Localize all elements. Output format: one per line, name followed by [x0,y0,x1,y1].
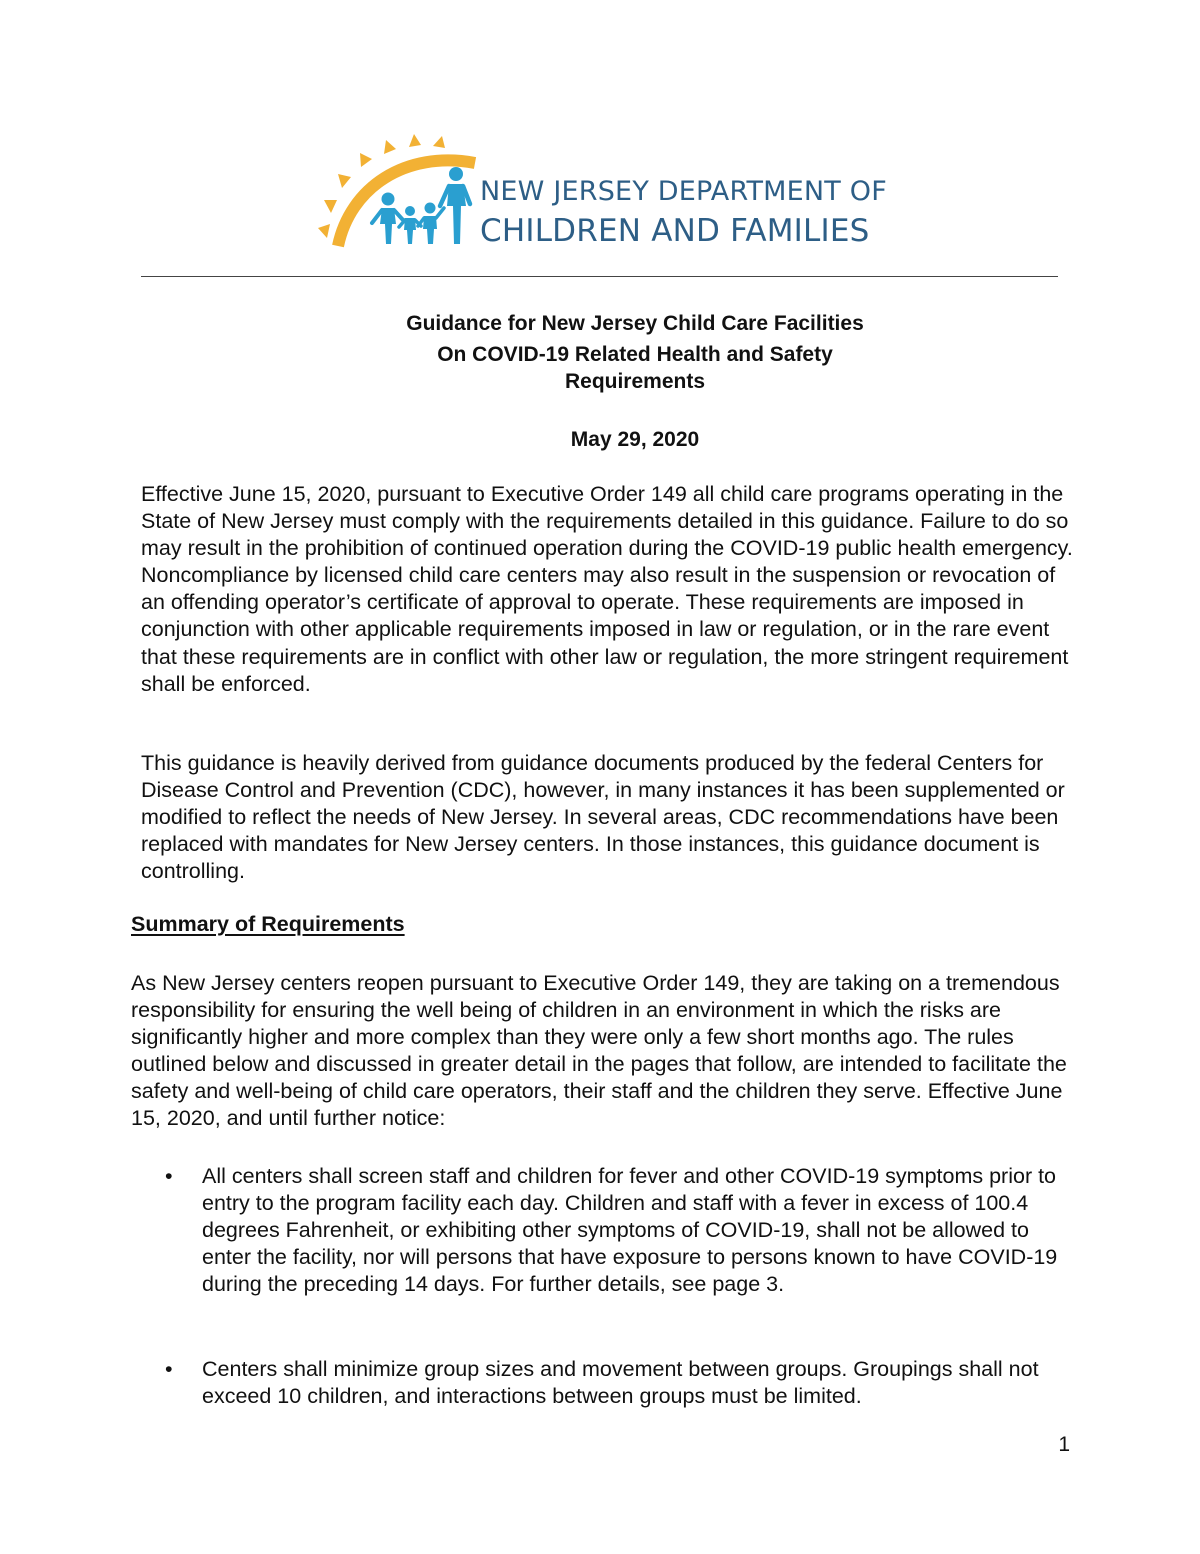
bullet-icon: • [165,1164,173,1188]
org-name-line-1: NEW JERSEY DEPARTMENT OF [480,176,887,207]
intro-paragraph-1: Effective June 15, 2020, pursuant to Executive Order 149 all child care programs operating in the State of New Jersey must comply with the requirements detailed in this guidance. Failure to do so may result in the prohibition of continued operation during the COVID-19 public health emergency. Noncompliance by licensed child care centers may also result in the suspension or revocation of an offending operator’s certificate of approval to operate. These requirements are imposed in conjunction with other applicable requirements imposed in law or regulation, or in the rare event that these requirements are in conflict with other law or regulation, the more stringent requirement shall be enforced. [141,482,1073,696]
page-number: 1 [1058,1433,1070,1456]
document-title-line-1: Guidance for New Jersey Child Care Facilities [406,312,864,335]
document-title-line-2: On COVID-19 Related Health and Safety [437,343,833,366]
summary-heading: Summary of Requirements [131,912,405,936]
org-name-line-2: CHILDREN AND FAMILIES [480,213,870,249]
list-item-text: All centers shall screen staff and children for fever and other COVID-19 symptoms prior to entry to the program facility each day. Children and staff with a fever in excess of 100.4 degrees Fahrenheit, or exhibiting other symptoms of COVID-19, shall not be allowed to enter the facility, nor will persons that have exposure to persons known to have COVID-19 during the preceding 14 days. For further details, see page 3. [202,1164,1058,1297]
intro-paragraph-2: This guidance is heavily derived from guidance documents produced by the federal Centers for Disease Control and Prevention (CDC), however, in many instances it has been supplemented or modified to reflect the needs of New Jersey. In several areas, CDC recommendations have been replaced with mandates for New Jersey centers. In those instances, this guidance document is controlling. [141,751,1065,884]
header-divider [141,276,1058,277]
list-item-text: Centers shall minimize group sizes and movement between groups. Groupings shall not exceed 10 children, and interactions between groups must be limited. [202,1357,1039,1409]
document-date: May 29, 2020 [570,428,700,451]
sun-and-family-logo-icon [310,128,480,253]
document-title-line-3: Requirements [564,370,706,393]
bullet-icon: • [165,1357,173,1381]
summary-paragraph: As New Jersey centers reopen pursuant to Executive Order 149, they are taking on a tremendous responsibility for ensuring the well being of children in an environment in which the risks are significantly higher and more complex than they were only a few short months ago. The rules outlined below and discussed in greater detail in the pages that follow, are intended to facilitate the safety and well-being of child care operators, their staff and the children they serve. Effective June 15, 2020, and until further notice: [131,971,1067,1131]
dcf-logo [310,128,910,258]
